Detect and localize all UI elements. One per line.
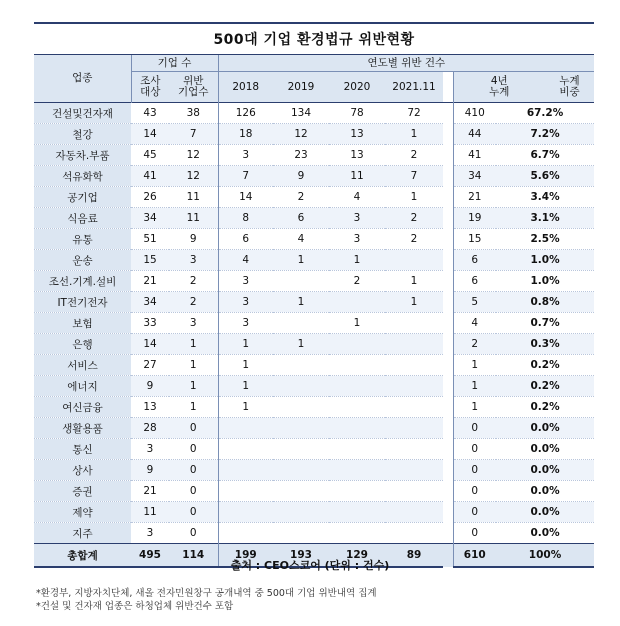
- cell-total: 0: [453, 418, 496, 439]
- gap-cell: [443, 313, 453, 334]
- cell-total: 4: [453, 313, 496, 334]
- table-row: [34, 439, 594, 460]
- cell-violating: 0: [169, 523, 218, 544]
- cell-y2021: [385, 397, 443, 418]
- cell-y2018: [218, 481, 273, 502]
- cell-y2020: 129: [329, 544, 385, 568]
- cell-y2021: [385, 460, 443, 481]
- cell-surveyed: 3: [131, 439, 169, 460]
- cell-total: 19: [453, 208, 496, 229]
- cell-violating: 1: [169, 397, 218, 418]
- table-row: [34, 145, 594, 166]
- gap-cell: [443, 208, 453, 229]
- cell-total: 1: [453, 397, 496, 418]
- gap-cell: [443, 481, 453, 502]
- cell-violating: 114: [169, 544, 218, 568]
- gap-cell: [443, 250, 453, 271]
- cell-y2018: [218, 460, 273, 481]
- gap-cell: [443, 145, 453, 166]
- cell-y2019: [273, 502, 329, 523]
- gap-cell: [443, 355, 453, 376]
- cell-y2021: 1: [385, 124, 443, 145]
- cell-y2020: 13: [329, 124, 385, 145]
- cell-y2021: [385, 418, 443, 439]
- table-row: [34, 187, 594, 208]
- cell-y2020: [329, 334, 385, 355]
- cell-total: 0: [453, 481, 496, 502]
- table-row: [34, 502, 594, 523]
- cell-y2018: 18: [218, 124, 273, 145]
- cell-y2020: [329, 523, 385, 544]
- cell-share: 0.0%: [496, 418, 594, 439]
- cell-share: 1.0%: [496, 250, 594, 271]
- cell-y2019: 1: [273, 292, 329, 313]
- cell-violating: 12: [169, 166, 218, 187]
- cell-y2019: 134: [273, 103, 329, 124]
- gap-cell: [443, 376, 453, 397]
- cell-surveyed: 34: [131, 292, 169, 313]
- cell-y2020: 78: [329, 103, 385, 124]
- gap-cell: [443, 460, 453, 481]
- header-violating: 위반 기업수: [169, 72, 218, 103]
- cell-violating: 2: [169, 292, 218, 313]
- cell-share: 100%: [496, 544, 594, 568]
- cell-y2021: 2: [385, 208, 443, 229]
- violation-table: [34, 55, 594, 568]
- header-year-2020: 2020: [329, 72, 385, 103]
- cell-total: 44: [453, 124, 496, 145]
- cell-y2019: 4: [273, 229, 329, 250]
- cell-industry: 건설및건자재: [34, 103, 131, 124]
- cell-share: 0.2%: [496, 397, 594, 418]
- cell-industry: 보험: [34, 313, 131, 334]
- header-industry: 업종: [34, 55, 131, 103]
- gap-cell: [443, 271, 453, 292]
- cell-y2018: 1: [218, 334, 273, 355]
- cell-y2021: 2: [385, 145, 443, 166]
- cell-y2018: 1: [218, 397, 273, 418]
- cell-y2021: [385, 250, 443, 271]
- cell-surveyed: 14: [131, 124, 169, 145]
- cell-surveyed: 41: [131, 166, 169, 187]
- cell-surveyed: 27: [131, 355, 169, 376]
- cell-industry: 식음료: [34, 208, 131, 229]
- cell-y2019: [273, 460, 329, 481]
- cell-y2020: 1: [329, 313, 385, 334]
- cell-surveyed: 13: [131, 397, 169, 418]
- cell-surveyed: 21: [131, 271, 169, 292]
- cell-y2018: 7: [218, 166, 273, 187]
- cell-share: 0.3%: [496, 334, 594, 355]
- cell-y2019: 23: [273, 145, 329, 166]
- cell-total: 21: [453, 187, 496, 208]
- cell-violating: 7: [169, 124, 218, 145]
- cell-surveyed: 3: [131, 523, 169, 544]
- gap-cell: [443, 124, 453, 145]
- cell-y2021: [385, 439, 443, 460]
- cell-y2018: 1: [218, 355, 273, 376]
- cell-surveyed: 9: [131, 376, 169, 397]
- cell-y2019: 1: [273, 334, 329, 355]
- cell-industry: 운송: [34, 250, 131, 271]
- cell-violating: 2: [169, 271, 218, 292]
- table-row: [34, 292, 594, 313]
- table-row: [34, 334, 594, 355]
- table-row: [34, 523, 594, 544]
- cell-y2018: 3: [218, 292, 273, 313]
- cell-share: 0.0%: [496, 523, 594, 544]
- cell-surveyed: 21: [131, 481, 169, 502]
- cell-y2019: [273, 355, 329, 376]
- cell-total: 1: [453, 376, 496, 397]
- cell-y2018: [218, 523, 273, 544]
- cell-total: 0: [453, 439, 496, 460]
- cell-surveyed: 11: [131, 502, 169, 523]
- cell-surveyed: 34: [131, 208, 169, 229]
- cell-violating: 1: [169, 355, 218, 376]
- cell-y2019: 193: [273, 544, 329, 568]
- cell-y2021: [385, 334, 443, 355]
- cell-y2020: 3: [329, 208, 385, 229]
- cell-share: 67.2%: [496, 103, 594, 124]
- cell-surveyed: 28: [131, 418, 169, 439]
- header-year-2019: 2019: [273, 72, 329, 103]
- cell-surveyed: 9: [131, 460, 169, 481]
- cell-y2021: [385, 523, 443, 544]
- cell-share: 3.4%: [496, 187, 594, 208]
- cell-y2018: 8: [218, 208, 273, 229]
- cell-total: 0: [453, 523, 496, 544]
- cell-industry: 증권: [34, 481, 131, 502]
- cell-share: 7.2%: [496, 124, 594, 145]
- cell-y2018: 3: [218, 145, 273, 166]
- cell-total: 1: [453, 355, 496, 376]
- cell-violating: 0: [169, 502, 218, 523]
- cell-violating: 3: [169, 250, 218, 271]
- cell-surveyed: 26: [131, 187, 169, 208]
- header-year-2021: 2021.11: [385, 72, 443, 103]
- cell-y2021: [385, 313, 443, 334]
- table-row: [34, 208, 594, 229]
- cell-y2019: [273, 418, 329, 439]
- cell-y2021: [385, 502, 443, 523]
- cell-y2019: [273, 439, 329, 460]
- cell-share: 3.1%: [496, 208, 594, 229]
- cell-total: 5: [453, 292, 496, 313]
- table-row: [34, 313, 594, 334]
- cell-industry: 공기업: [34, 187, 131, 208]
- cell-total: 2: [453, 334, 496, 355]
- cell-industry: 통신: [34, 439, 131, 460]
- table-row: [34, 418, 594, 439]
- cell-industry: 에너지: [34, 376, 131, 397]
- cell-share: 0.7%: [496, 313, 594, 334]
- table-row: [34, 271, 594, 292]
- cell-violating: 9: [169, 229, 218, 250]
- table-row: [34, 481, 594, 502]
- cell-violating: 11: [169, 208, 218, 229]
- footnote: *건설 및 건자재 업종은 하청업체 위반건수 포함: [36, 601, 234, 612]
- cell-y2020: [329, 418, 385, 439]
- cell-surveyed: 495: [131, 544, 169, 568]
- cell-violating: 0: [169, 439, 218, 460]
- cell-surveyed: 43: [131, 103, 169, 124]
- cell-y2019: [273, 397, 329, 418]
- cell-share: 1.0%: [496, 271, 594, 292]
- cell-share: 5.6%: [496, 166, 594, 187]
- cell-y2018: 3: [218, 313, 273, 334]
- cell-y2021: 1: [385, 271, 443, 292]
- cell-y2018: 126: [218, 103, 273, 124]
- cell-y2019: 1: [273, 250, 329, 271]
- cell-total: 41: [453, 145, 496, 166]
- cell-share: 0.0%: [496, 481, 594, 502]
- cell-y2019: [273, 313, 329, 334]
- header-company-count: 기업 수: [131, 55, 218, 72]
- cell-violating: 38: [169, 103, 218, 124]
- cell-total: 15: [453, 229, 496, 250]
- cell-y2020: [329, 439, 385, 460]
- cell-y2020: 13: [329, 145, 385, 166]
- cell-violating: 3: [169, 313, 218, 334]
- cell-total: 410: [453, 103, 496, 124]
- header-yearly-violations: 연도별 위반 건수: [218, 55, 594, 72]
- cell-industry: 상사: [34, 460, 131, 481]
- cell-industry: 자동차.부품: [34, 145, 131, 166]
- cell-y2021: 2: [385, 229, 443, 250]
- cell-total: 34: [453, 166, 496, 187]
- cell-y2021: 7: [385, 166, 443, 187]
- header-gap: [443, 72, 453, 103]
- cell-y2020: 1: [329, 250, 385, 271]
- cell-y2021: 72: [385, 103, 443, 124]
- cell-y2020: [329, 481, 385, 502]
- cell-violating: 12: [169, 145, 218, 166]
- cell-share: 6.7%: [496, 145, 594, 166]
- cell-share: 0.8%: [496, 292, 594, 313]
- cell-surveyed: 33: [131, 313, 169, 334]
- cell-y2021: [385, 376, 443, 397]
- cell-total: 0: [453, 460, 496, 481]
- cell-violating: 1: [169, 334, 218, 355]
- gap-cell: [443, 439, 453, 460]
- cell-y2021: 1: [385, 292, 443, 313]
- gap-cell: [443, 334, 453, 355]
- table-row: [34, 397, 594, 418]
- cell-y2018: 4: [218, 250, 273, 271]
- table-row: [34, 250, 594, 271]
- cell-y2020: [329, 502, 385, 523]
- gap-cell: [443, 187, 453, 208]
- cell-industry: 유통: [34, 229, 131, 250]
- cell-y2019: 6: [273, 208, 329, 229]
- cell-y2019: 2: [273, 187, 329, 208]
- cell-y2019: 12: [273, 124, 329, 145]
- footnote: *환경부, 지방자치단체, 새올 전자민원창구 공개내역 중 500대 기업 위반내역 집계: [36, 588, 377, 599]
- cell-total: 0: [453, 502, 496, 523]
- cell-industry: 서비스: [34, 355, 131, 376]
- cell-industry: 석유화학: [34, 166, 131, 187]
- cell-surveyed: 51: [131, 229, 169, 250]
- cell-total: 610: [453, 544, 496, 568]
- header-cumulative-share: 누계 비중: [545, 72, 594, 103]
- header-year-2018: 2018: [218, 72, 273, 103]
- cell-y2020: 2: [329, 271, 385, 292]
- cell-y2018: 3: [218, 271, 273, 292]
- cell-share: 0.2%: [496, 355, 594, 376]
- gap-cell: [443, 292, 453, 313]
- cell-y2021: [385, 481, 443, 502]
- cell-y2018: [218, 418, 273, 439]
- table-row: [34, 355, 594, 376]
- cell-y2018: 1: [218, 376, 273, 397]
- cell-y2019: [273, 481, 329, 502]
- cell-violating: 11: [169, 187, 218, 208]
- cell-y2019: 9: [273, 166, 329, 187]
- cell-y2020: [329, 355, 385, 376]
- source-line: 출처 : CEO스코어 (단위 : 건수): [230, 559, 390, 572]
- cell-industry: IT전기전자: [34, 292, 131, 313]
- cell-y2020: [329, 292, 385, 313]
- header-surveyed: 조사 대상: [131, 72, 169, 103]
- cell-share: 0.0%: [496, 502, 594, 523]
- table-row: [34, 376, 594, 397]
- cell-share: 2.5%: [496, 229, 594, 250]
- cell-industry: 생활용품: [34, 418, 131, 439]
- cell-industry: 지주: [34, 523, 131, 544]
- cell-y2019: [273, 271, 329, 292]
- cell-share: 0.0%: [496, 439, 594, 460]
- gap-cell: [443, 166, 453, 187]
- cell-y2018: 199: [218, 544, 273, 568]
- cell-y2020: 3: [329, 229, 385, 250]
- cell-industry: 은행: [34, 334, 131, 355]
- cell-industry: 여신금융: [34, 397, 131, 418]
- cell-y2020: [329, 397, 385, 418]
- cell-surveyed: 45: [131, 145, 169, 166]
- cell-violating: 0: [169, 481, 218, 502]
- cell-violating: 0: [169, 460, 218, 481]
- gap-cell: [443, 418, 453, 439]
- cell-y2020: [329, 460, 385, 481]
- cell-y2021: 89: [385, 544, 443, 568]
- cell-y2020: [329, 376, 385, 397]
- gap-cell: [443, 502, 453, 523]
- gap-cell: [443, 103, 453, 124]
- header-four-year-total: 4년 누계: [453, 72, 545, 103]
- cell-total: 6: [453, 250, 496, 271]
- table-title: 500대 기업 환경법규 위반현황: [34, 22, 594, 56]
- gap-cell: [443, 397, 453, 418]
- cell-y2019: [273, 376, 329, 397]
- cell-y2018: [218, 502, 273, 523]
- cell-industry: 제약: [34, 502, 131, 523]
- table-row: [34, 229, 594, 250]
- cell-industry: 철강: [34, 124, 131, 145]
- cell-share: 0.0%: [496, 460, 594, 481]
- cell-violating: 0: [169, 418, 218, 439]
- cell-industry: 총합계: [34, 544, 131, 568]
- cell-total: 6: [453, 271, 496, 292]
- cell-y2018: [218, 439, 273, 460]
- cell-y2020: 4: [329, 187, 385, 208]
- table-body: [34, 103, 594, 568]
- gap-cell: [443, 523, 453, 544]
- cell-industry: 조선.기계.설비: [34, 271, 131, 292]
- gap-cell: [443, 229, 453, 250]
- cell-y2021: 1: [385, 187, 443, 208]
- cell-y2018: 14: [218, 187, 273, 208]
- cell-y2021: [385, 355, 443, 376]
- cell-surveyed: 15: [131, 250, 169, 271]
- cell-surveyed: 14: [131, 334, 169, 355]
- cell-share: 0.2%: [496, 376, 594, 397]
- cell-y2020: 11: [329, 166, 385, 187]
- cell-violating: 1: [169, 376, 218, 397]
- table-row: [34, 460, 594, 481]
- cell-y2019: [273, 523, 329, 544]
- cell-y2018: 6: [218, 229, 273, 250]
- table-row: [34, 124, 594, 145]
- table-row: [34, 166, 594, 187]
- table-row: [34, 103, 594, 124]
